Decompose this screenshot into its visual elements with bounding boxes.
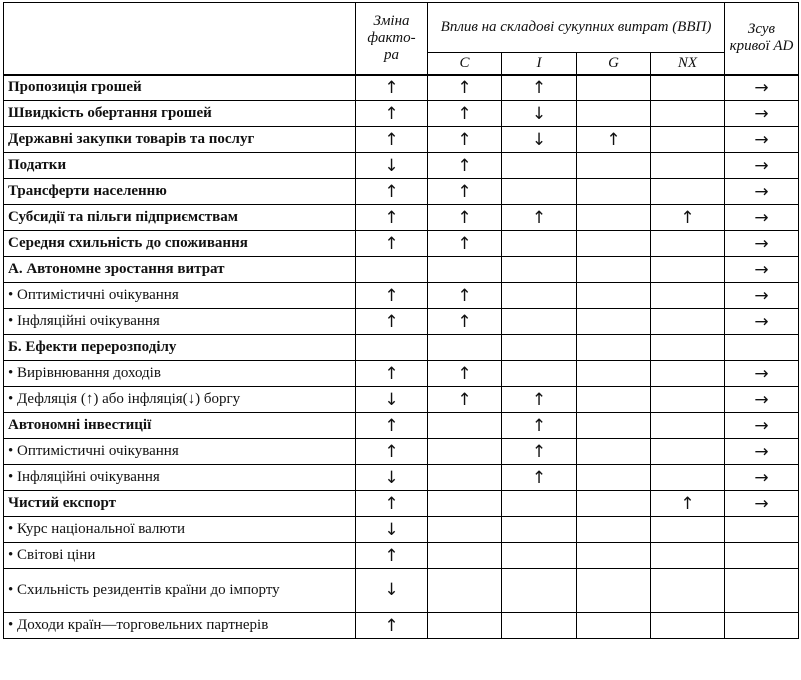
table-row [4,257,799,283]
table-row [4,309,799,335]
cell-g: ↑ [577,127,651,153]
cell-i [502,309,577,335]
header-factor-change: Зміна факто-ра [356,3,428,75]
row-label: • Вирівнювання доходів [4,361,356,387]
cell-nx [651,127,725,153]
cell-nx [651,283,725,309]
row-label: Автономні інвестиції [4,413,356,439]
cell-nx [651,257,725,283]
cell-ad: → [725,491,799,517]
table-row [4,361,799,387]
cell-i [502,361,577,387]
cell-i [502,335,577,361]
cell-ad [725,335,799,361]
cell-ad: → [725,465,799,491]
cell-c: ↑ [428,309,502,335]
cell-g [577,569,651,613]
table-row [4,439,799,465]
cell-i: ↑ [502,413,577,439]
table-row [4,491,799,517]
cell-nx [651,387,725,413]
cell-g [577,153,651,179]
table-row [4,283,799,309]
cell-change: ↑ [356,283,428,309]
cell-change: ↓ [356,387,428,413]
row-label: Пропозиція грошей [4,75,356,101]
table-row [4,153,799,179]
table-row [4,613,799,639]
cell-c: ↑ [428,101,502,127]
cell-change: ↑ [356,361,428,387]
cell-g [577,413,651,439]
cell-nx [651,613,725,639]
cell-c: ↑ [428,179,502,205]
cell-i: ↓ [502,101,577,127]
table-body [4,75,799,639]
cell-i: ↑ [502,439,577,465]
cell-nx [651,517,725,543]
cell-i: ↑ [502,387,577,413]
cell-ad [725,569,799,613]
table-row [4,231,799,257]
cell-change: ↑ [356,231,428,257]
cell-ad: → [725,309,799,335]
row-label: • Оптимістичні очікування [4,439,356,465]
cell-c [428,257,502,283]
cell-i [502,153,577,179]
cell-change: ↑ [356,127,428,153]
cell-g [577,257,651,283]
cell-g [577,231,651,257]
row-label: • Дефляція (↑) або інфляція(↓) боргу [4,387,356,413]
header-nx: NX [651,53,725,75]
cell-g [577,439,651,465]
cell-ad [725,517,799,543]
cell-c: ↑ [428,231,502,257]
row-label: Податки [4,153,356,179]
cell-c [428,335,502,361]
cell-ad [725,613,799,639]
cell-change [356,257,428,283]
cell-nx [651,361,725,387]
cell-nx [651,335,725,361]
row-label: Чистий експорт [4,491,356,517]
cell-ad: → [725,413,799,439]
cell-c: ↑ [428,75,502,101]
row-label: А. Автономне зростання витрат [4,257,356,283]
cell-nx [651,413,725,439]
cell-g [577,517,651,543]
row-label: • Інфляційні очікування [4,309,356,335]
cell-g [577,75,651,101]
table-row [4,517,799,543]
cell-i [502,283,577,309]
header-shift-ad: Зсув кривої AD [725,3,799,75]
table-row [4,413,799,439]
cell-i: ↓ [502,127,577,153]
cell-c [428,613,502,639]
cell-g [577,205,651,231]
row-label: • Світові ціни [4,543,356,569]
cell-i: ↑ [502,205,577,231]
cell-ad: → [725,205,799,231]
row-label: Середня схильність до споживання [4,231,356,257]
cell-i [502,613,577,639]
cell-ad: → [725,257,799,283]
cell-change: ↑ [356,179,428,205]
header-i: I [502,53,577,75]
economic-factors-table [3,2,799,639]
cell-ad: → [725,75,799,101]
cell-i [502,179,577,205]
cell-nx [651,439,725,465]
row-label: Швидкість обертання грошей [4,101,356,127]
cell-ad: → [725,127,799,153]
cell-c [428,465,502,491]
cell-change: ↑ [356,75,428,101]
cell-ad: → [725,153,799,179]
table-row [4,205,799,231]
cell-g [577,543,651,569]
cell-g [577,465,651,491]
cell-c [428,517,502,543]
cell-i: ↑ [502,465,577,491]
cell-g [577,101,651,127]
table-row [4,101,799,127]
cell-change: ↑ [356,309,428,335]
cell-c [428,439,502,465]
header-impact-group: Вплив на складові сукупних витрат (ВВП) [428,3,725,53]
cell-g [577,361,651,387]
cell-ad [725,543,799,569]
cell-ad: → [725,283,799,309]
row-label: • Курс національної валюти [4,517,356,543]
cell-nx [651,569,725,613]
row-label: Трансферти населенню [4,179,356,205]
cell-change [356,335,428,361]
cell-nx [651,75,725,101]
cell-g [577,335,651,361]
cell-change: ↓ [356,153,428,179]
row-label: • Схильність резидентів країни до імпорту [4,569,356,613]
table-row [4,569,799,613]
cell-change: ↑ [356,205,428,231]
cell-nx [651,179,725,205]
cell-c: ↑ [428,127,502,153]
row-label: Державні закупки товарів та послуг [4,127,356,153]
cell-change: ↑ [356,543,428,569]
header-g: G [577,53,651,75]
cell-nx [651,231,725,257]
cell-nx [651,543,725,569]
cell-ad: → [725,101,799,127]
cell-i [502,543,577,569]
cell-nx [651,465,725,491]
cell-nx [651,153,725,179]
cell-g [577,283,651,309]
table-row [4,179,799,205]
cell-ad: → [725,439,799,465]
cell-g [577,387,651,413]
cell-i [502,257,577,283]
cell-g [577,179,651,205]
cell-nx [651,101,725,127]
cell-i: ↑ [502,75,577,101]
cell-ad: → [725,231,799,257]
cell-change: ↑ [356,613,428,639]
cell-i [502,569,577,613]
cell-change: ↑ [356,439,428,465]
cell-change: ↓ [356,465,428,491]
cell-g [577,613,651,639]
cell-c [428,491,502,517]
cell-c: ↑ [428,387,502,413]
cell-c: ↑ [428,205,502,231]
cell-i [502,517,577,543]
header-empty [4,3,356,75]
table-row [4,75,799,101]
cell-c [428,413,502,439]
cell-nx: ↑ [651,491,725,517]
cell-c: ↑ [428,153,502,179]
row-label: Субсидії та пільги підприємствам [4,205,356,231]
cell-g [577,309,651,335]
cell-nx: ↑ [651,205,725,231]
table-row [4,335,799,361]
cell-i [502,491,577,517]
row-label: • Оптимістичні очікування [4,283,356,309]
cell-g [577,491,651,517]
row-label: • Доходи країн—торговельних партнерів [4,613,356,639]
cell-change: ↑ [356,101,428,127]
row-label: • Інфляційні очікування [4,465,356,491]
cell-c [428,543,502,569]
table-row [4,127,799,153]
cell-c: ↑ [428,283,502,309]
cell-ad: → [725,179,799,205]
cell-c: ↑ [428,361,502,387]
cell-c [428,569,502,613]
cell-nx [651,309,725,335]
cell-change: ↓ [356,517,428,543]
cell-ad: → [725,361,799,387]
table-row [4,465,799,491]
cell-i [502,231,577,257]
header-c: C [428,53,502,75]
table-row [4,387,799,413]
table-row [4,543,799,569]
cell-change: ↑ [356,413,428,439]
cell-ad: → [725,387,799,413]
cell-change: ↓ [356,569,428,613]
cell-change: ↑ [356,491,428,517]
row-label: Б. Ефекти перерозподілу [4,335,356,361]
